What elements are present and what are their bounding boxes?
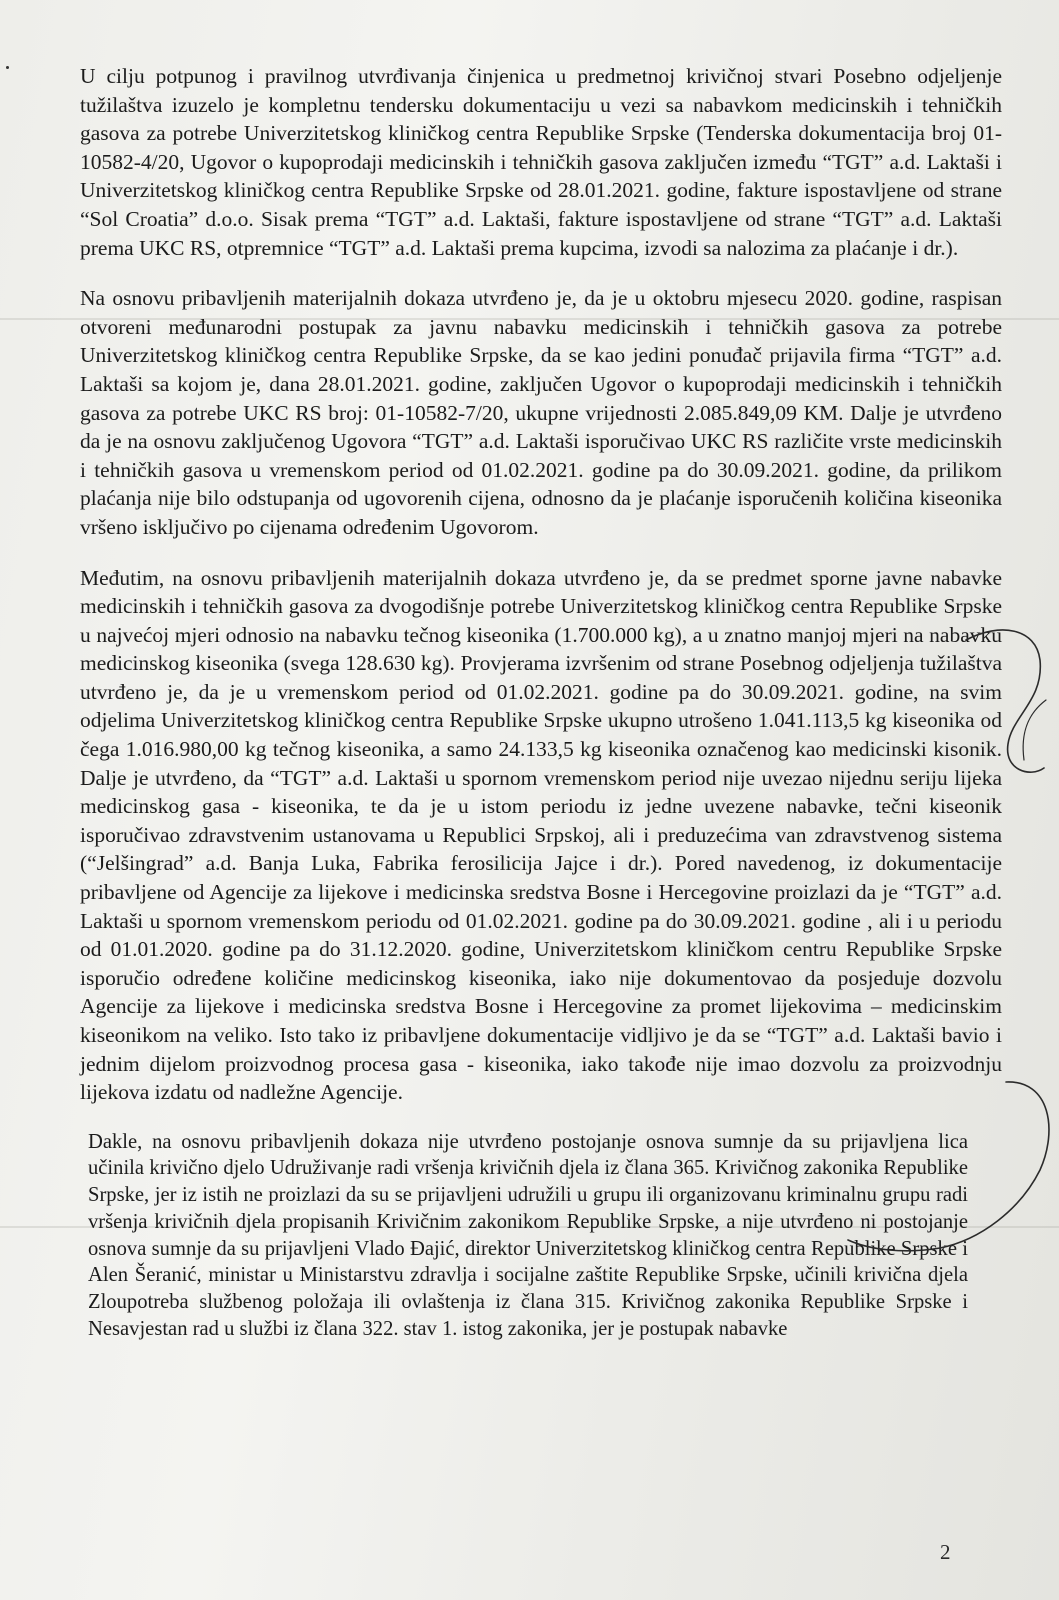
paragraph-conclusion: Dakle, na osnovu pribavljenih dokaza nije utvrđeno postojanje osnova sumnje da su prijavljena lica učinila krivično djelo Udruživanje radi vršenja krivičnih djela iz člana 365. Krivičnog zakonika Republike Srpske, jer iz istih ne proizlazi da su se prijavljeni udružili u grupu ili organizovanu kriminalnu grupu radi vršenja krivičnih djela propisanih Krivičnim zakonikom Republike Srpske, a nije utvrđeno ni postojanje osnova sumnje da su prijavljeni Vlado Đajić, direktor Univerzitetskog kliničkog centra Republike Srpske i Alen Šeranić, ministar u Ministarstvu zdravlja i socijalne zaštite Republike Srpske, učinili krivična djela Zloupotreba službenog položaja ili ovlaštenja iz člana 315. Krivičnog zakonika Republike Srpske i Nesavjestan rad u službi iz člana 322. stav 1. istog zakonika, jer je postupak nabavke (88, 1130, 968, 1340)
paragraph-evidence-seized: U cilju potpunog i pravilnog utvrđivanja činjenica u predmetnoj krivičnoj stvari Posebno odjeljenje tužilaštva izuzelo je kompletnu tendersku dokumentaciju u vezi sa nabavkom medicinskih i tehničkih gasova za potrebe Univerzitetskog kliničkog centra Republike Srpske (Tenderska dokumentacija broj 01-10582-4/20, Ugovor o kupoprodaji medicinskih i tehničkih gasova zaključen između “TGT” a.d. Laktaši i Univerzitetskog kliničkog centra Republike Srpske od 28.01.2021. godine, fakture ispostavljene od strane “Sol Croatia” d.o.o. Sisak prema “TGT” a.d. Laktaši, fakture ispostavljene od strane “TGT” a.d. Laktaši prema UKC RS, otpremnice “TGT” a.d. Laktaši prema kupcima, izvodi sa nalozima za plaćanje i dr.). (80, 64, 1002, 260)
paragraph-oxygen-findings: Međutim, na osnovu pribavljenih materijalnih dokaza utvrđeno je, da se predmet sporne javne nabavke medicinskih i tehničkih gasova za dvogodišnje potrebe Univerzitetskog kliničkog centra Republike Srpske u najvećoj mjeri odnosio na nabavku tečnog kiseonika (1.700.000 kg), a u znatno manjoj mjeri na nabavku medicinskog kiseonika (svega 128.630 kg). Provjerama izvršenim od strane Posebnog odjeljenja tužilaštva utvrđeno je, da je u vremenskom period od 01.02.2021. godine pa do 30.09.2021. godine, na svim odjelima Univerzitetskog kliničkog centra Republike Srpske ukupno utrošeno 1.041.113,5 kg kiseonika od čega 1.016.980,00 kg tečnog kiseonika, a samo 24.133,5 kg kiseonika označenog kao medicinski kisonik. Dalje je utvrđeno, da “TGT” a.d. Laktaši u spornom vremenskom period nije uvezao nijednu seriju lijeka medicinskog gasa - kiseonika, te da je u istom periodu iz jedne uvezene nabavke, tečni kiseonik isporučivao zdravstvenim ustanovama u Republici Srpskoj, ali i preduzećima van zdravstvenog sistema (“Jelšingrad” a.d. Banja Luka, Fabrika ferosilicija Jajce i dr.). Pored navedenog, iz dokumentacije pribavljene od Agencije za lijekove i medicinska sredstva Bosne i Hercegovine proizlazi da je “TGT” a.d. Laktaši u spornom vremenskom periodu od 01.02.2021. godine pa do 30.09.2021. godine , ali i u periodu od 01.01.2020. godine pa do 31.12.2020. godine, Univerzitetskom kliničkom centru Republike Srpske isporučio određene količine medicinskog kiseonika, iako nije dokumentovao da posjeduje dozvolu Agencije za lijekove i medicinska sredstva Bosne i Hercegovine za promet lijekovima – medicinskim kiseonikom na veliko. Isto tako iz pribavljene dokumentacije vidljivo je da se “TGT” a.d. Laktaši bavio i jednim dijelom proizvodnog procesa gasa - kiseonika, iako takođe nije imao dozvolu za proizvodnju lijekova izdatu od nadležne Agencije. (80, 565, 1002, 1105)
document-body (80, 62, 1002, 1364)
paragraph-tender-procedure: Na osnovu pribavljenih materijalnih dokaza utvrđeno je, da je u oktobru mjesecu 2020. godine, raspisan otvoreni međunarodni postupak za javnu nabavku medicinskih i tehničkih gasova za potrebe Univerzitetskog kliničkog centra Republike Srpske, da se kao jedini ponuđač prijavila firma “TGT” a.d. Laktaši sa kojom je, dana 28.01.2021. godine, zaključen Ugovor o kupoprodaji medicinskih i tehničkih gasova za potrebe UKC RS broj: 01-10582-7/20, ukupne vrijednosti 2.085.849,09 KM. Dalje je utvrđeno da je na osnovu zaključenog Ugovora “TGT” a.d. Laktaši isporučivao UKC RS različite vrste medicinskih i tehničkih gasova u vremenskom period od 01.02.2021. godine pa do 30.09.2021. godine, da prilikom plaćanja nije bilo odstupanja od ugovorenih cijena, odnosno da je plaćanje isporučenih količina kiseonika vršeno isključivo po cijenama određenim Ugovorom. (80, 286, 1002, 539)
page-number: 2 (940, 1540, 951, 1564)
margin-dot (6, 66, 9, 69)
